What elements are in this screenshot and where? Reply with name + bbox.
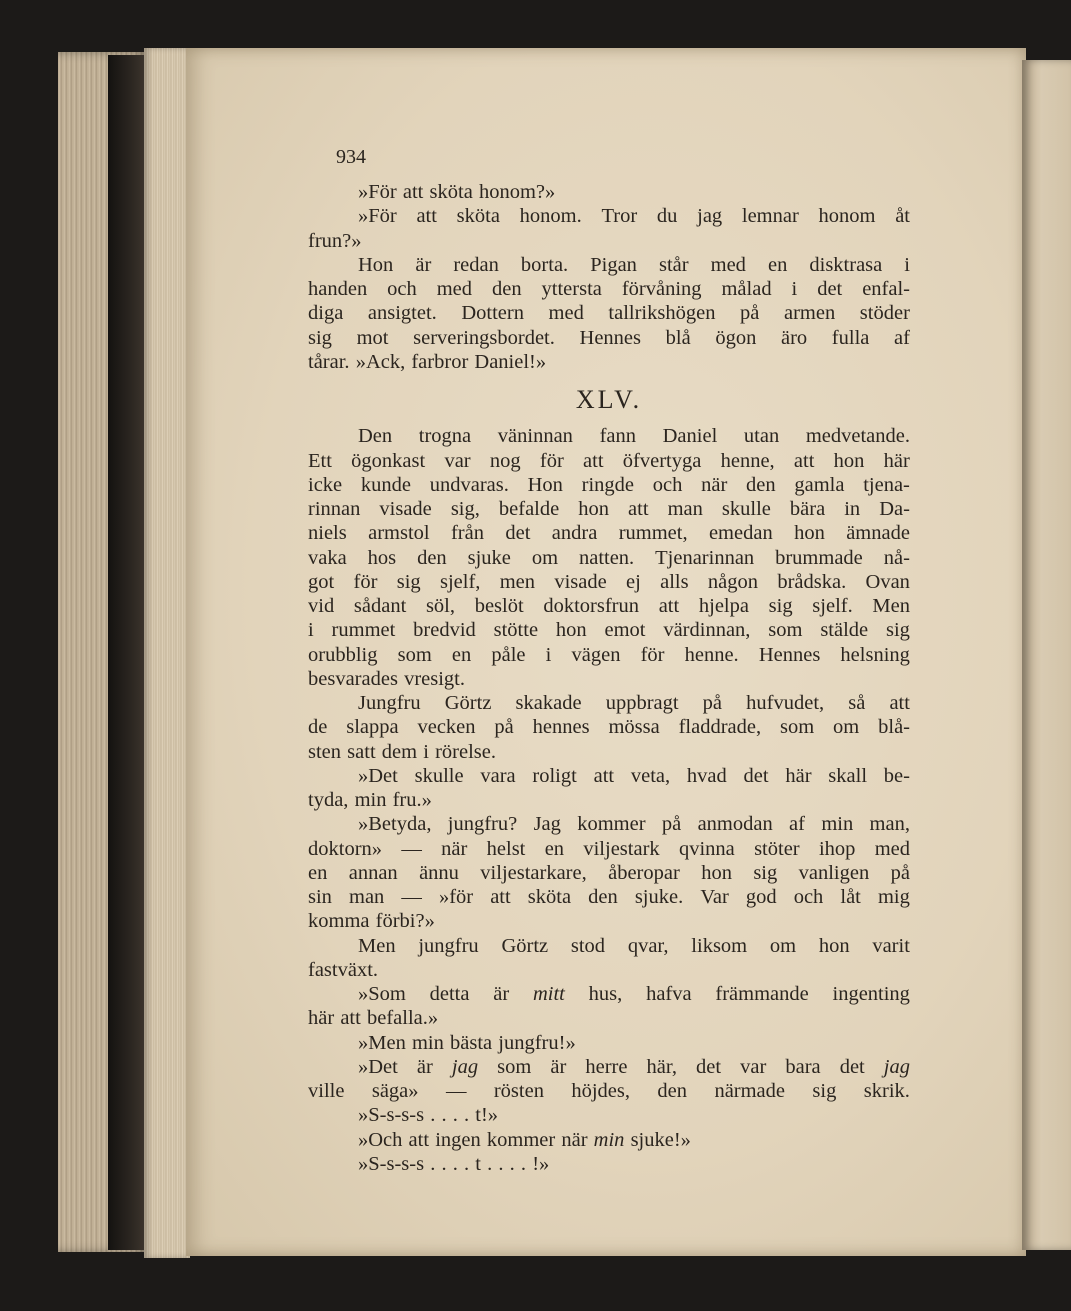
- text-line: »För att sköta honom?»: [358, 181, 556, 203]
- text-line: fastväxt.: [308, 958, 379, 981]
- text-line: got för sig sjelf, men visade ej alls någon brådska. Ovan: [308, 570, 910, 593]
- text-line: sten satt dem i rörelse.: [308, 740, 496, 763]
- text-line: ville säga» — rösten höjdes, den närmade sig skrik.: [308, 1080, 910, 1102]
- text-line: Men jungfru Görtz stod qvar, liksom om hon varit: [358, 934, 910, 957]
- text-line: »S-s-s-s . . . . t . . . . !»: [358, 1152, 550, 1175]
- text-line: tårar. »Ack, farbror Daniel!»: [308, 350, 547, 373]
- text-line: Den trogna väninnan fann Daniel utan medvetande.: [358, 425, 910, 448]
- chapter-heading: XLV.: [575, 385, 643, 414]
- facing-page-edge: [1022, 60, 1071, 1250]
- text-line: sig mot serveringsbordet. Hennes blå ögon äro fulla af: [308, 326, 910, 349]
- text-line: Hon är redan borta. Pigan står med en disktrasa i: [358, 253, 910, 276]
- text-line: icke kunde undvaras. Hon ringde och när den gamla tjena-: [308, 473, 910, 496]
- text-line: »Som detta är mitt hus, hafva främmande ingenting: [358, 983, 910, 1005]
- text-line: Ett ögonkast var nog för att öfvertyga henne, att hon här: [308, 449, 910, 472]
- text-line: de slappa vecken på hennes mössa fladdrade, som om blå-: [308, 716, 910, 739]
- text-line: orubblig som en påle i vägen för henne. Hennes helsning: [308, 643, 910, 666]
- text-line: besvarades vresigt.: [308, 667, 465, 690]
- text-line: »För att sköta honom. Tror du jag lemnar honom åt: [358, 205, 910, 228]
- page-stack: [144, 48, 190, 1258]
- text-line: sin man — »för att sköta den sjuke. Var god och låt mig: [308, 886, 910, 908]
- text-line: vid sådant söl, beslöt doktorsfrun att hjelpa sig sjelf. Men: [308, 595, 910, 617]
- text-line: en annan ännu viljestarkare, åberopar hon sig vanligen på: [308, 861, 910, 884]
- book-spine-shadow: [108, 55, 144, 1250]
- text-line: »Det är jag som är herre här, det var bara det jag: [358, 1055, 910, 1078]
- page-number: 934: [336, 146, 366, 168]
- text-line: här att befalla.»: [308, 1007, 439, 1030]
- text-line: tyda, min fru.»: [308, 789, 432, 811]
- text-line: handen och med den yttersta förvåning målad i det enfal-: [308, 278, 910, 300]
- text-line: doktorn» — när helst en viljestark qvinna stöter ihop med: [308, 837, 910, 860]
- text-line: komma förbi?»: [308, 910, 435, 933]
- text-line: »Betyda, jungfru? Jag kommer på anmodan af min man,: [358, 813, 910, 836]
- text-line: »S-s-s-s . . . . t!»: [358, 1104, 499, 1127]
- text-line: rinnan visade sig, befalde hon att man skulle bära in Da-: [308, 498, 910, 520]
- text-line: i rummet bredvid stötte hon emot värdinnan, som stälde sig: [308, 619, 910, 642]
- text-line: »Det skulle vara roligt att veta, hvad det här skall be-: [358, 764, 910, 787]
- text-line: Jungfru Görtz skakade uppbragt på hufvudet, så att: [358, 692, 910, 714]
- text-line: »Och att ingen kommer när min sjuke!»: [358, 1128, 691, 1151]
- text-line: »Men min bästa jungfru!»: [358, 1031, 576, 1054]
- text-line: diga ansigtet. Dottern med tallrikshögen på armen stöder: [308, 302, 910, 325]
- page-body-text: [308, 180, 910, 1176]
- text-line: niels armstol från det andra rummet, emedan hon ämnade: [308, 522, 910, 545]
- text-line: vaka hos den sjuke om natten. Tjenarinnan brummade nå-: [308, 546, 910, 569]
- text-line: frun?»: [308, 229, 362, 252]
